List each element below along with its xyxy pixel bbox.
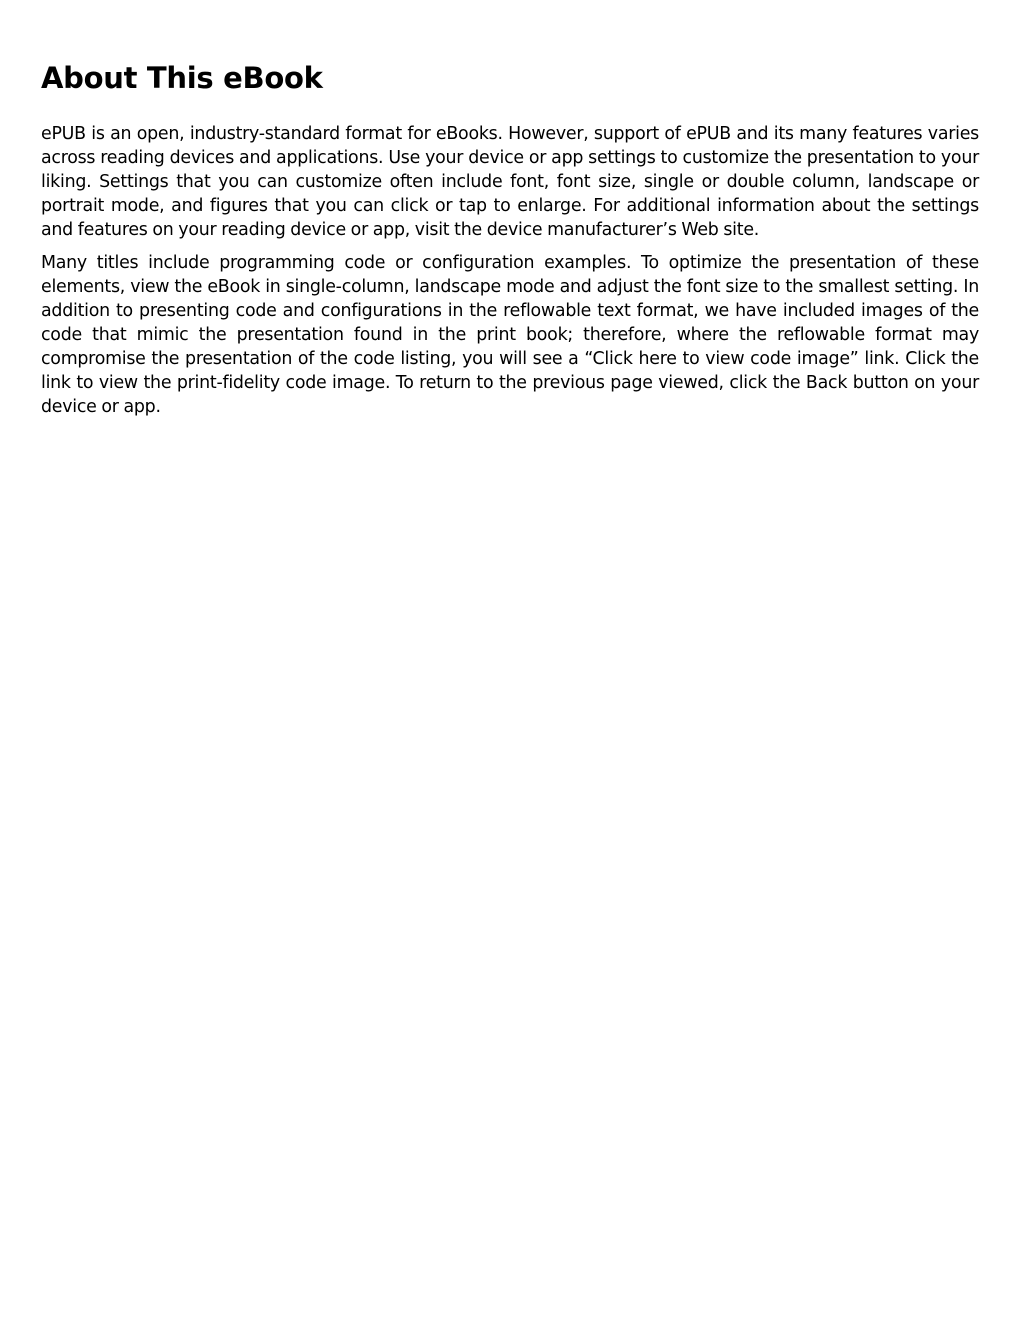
paragraph-code-examples: Many titles include programming code or configuration examples. To optimize the presentation of these elements, view the eBook in single-column, landscape mode and adjust the font size to the smallest setting. In addition to presenting code and configurations in the reflowable text format, we have included images of the code that mimic the presentation found in the print book; therefore, where the reflowable format may compromise the presentation of the code listing, you will see a “Click here to view code image” link. Click the link to view the print-fidelity code image. To return to the previous page viewed, click the Back button on your device or app. bbox=[41, 253, 979, 417]
page-title: About This eBook bbox=[41, 61, 323, 95]
page-content bbox=[41, 0, 979, 419]
paragraph-epub-format: ePUB is an open, industry-standard format for eBooks. However, support of ePUB and its many features varies across reading devices and applications. Use your device or app settings to customize the presentation to your liking. Settings that you can customize often include font, font size, single or double column, landscape or portrait mode, and figures that you can click or tap to enlarge. For additional information about the settings and features on your reading device or app, visit the device manufacturer’s Web site. bbox=[41, 124, 979, 240]
